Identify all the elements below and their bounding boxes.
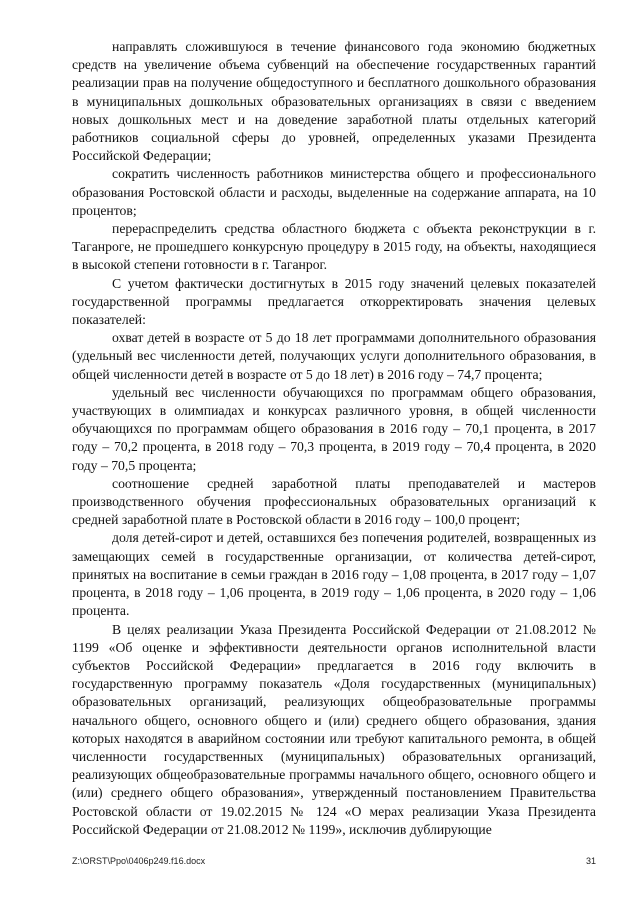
- paragraph-orphans-share: доля детей-сирот и детей, оставшихся без попечения родителей, возвращенных из замещающих семей в государственные организации, от количества детей-сирот, принятых на воспитание в семьи граждан в 2016 году – 1,08 процента, в 2017 году – 1,07 процента, в 2018 году – 1,06 процента, в 2019 году – 1,06 процента, в 2020 году – 1,06 процента.: [72, 530, 596, 619]
- paragraph-decree-1199: В целях реализации Указа Президента Российской Федерации от 21.08.2012 № 1199 «Об оценке и эффективности деятельности органов исполнительной власти субъектов Российской Федерации» предлагается в 2016 году включить в государственную программу показатель «Доля государственных (муниципальных) образовательных организаций, реализующих общеобразовательные программы начального общего, основного общего и (или) среднего общего образования, здания которых находятся в аварийном состоянии или требуют капитального ремонта, в общей численности государственных (муниципальных) образовательных организаций, реализующих общеобразовательные программы начального общего, основного общего и (или) среднего общего образования», утвержденный постановлением Правительства Ростовской области от 19.02.2015 № 124 «О мерах реализации Указа Президента Российской Федерации от 21.08.2012 № 1199», исключив дублирующие: [72, 621, 596, 837]
- paragraph-budget-savings: направлять сложившуюся в течение финансового года экономию бюджетных средств на увеличение объема субвенций на обеспечение государственных гарантий реализации прав на получение общедоступного и бесплатного дошкольного образования в муниципальных дошкольных образовательных организациях в связи с введением новых дошкольных мест и на доведение заработной платы отдельных категорий работников социальной сферы до уровней, определенных указами Президента Российской Федерации;: [72, 39, 596, 164]
- footer-file-path: Z:\ORST\Ppo\0406p249.f16.docx: [72, 856, 206, 866]
- paragraph-redistribute-funds: перераспределить средства областного бюджета с объекта реконструкции в г. Таганроге, не прошедшего конкурсную процедуру в 2015 году, на объекты, находящиеся в высокой степени готовности в г. Таганрог.: [72, 221, 596, 273]
- page-number: 31: [585, 856, 596, 866]
- paragraph-olympiad-share: удельный вес численности обучающихся по программам общего образования, участвующих в олимпиадах и конкурсах различного уровня, в общей численности обучающихся по программам общего образования в 2016 году – 70,1 процента, в 2017 году – 70,2 процента, в 2018 году – 70,3 процента, в 2019 году – 70,4 процента, в 2020 году – 70,5 процента;: [72, 384, 596, 473]
- paragraph-target-indicators-intro: С учетом фактически достигнутых в 2015 году значений целевых показателей государственной программы предлагается откорректировать значения целевых показателей:: [72, 275, 596, 328]
- document-body: [72, 38, 596, 839]
- paragraph-children-coverage: охват детей в возрасте от 5 до 18 лет программами дополнительного образования (удельный вес численности детей, получающих услуги дополнительного образования, в общей численности детей в возрасте от 5 до 18 лет) в 2016 году – 74,7 процента;: [72, 330, 596, 382]
- paragraph-salary-ratio: соотношение средней заработной платы преподавателей и мастеров производственного обучения профессиональных образовательных организаций к средней заработной плате в Ростовской области в 2016 году – 100,0 процент;: [72, 475, 596, 528]
- paragraph-reduce-staff: сократить численность работников министерства общего и профессионального образования Ростовской области и расходы, выделенные на содержание аппарата, на 10 процентов;: [72, 166, 596, 218]
